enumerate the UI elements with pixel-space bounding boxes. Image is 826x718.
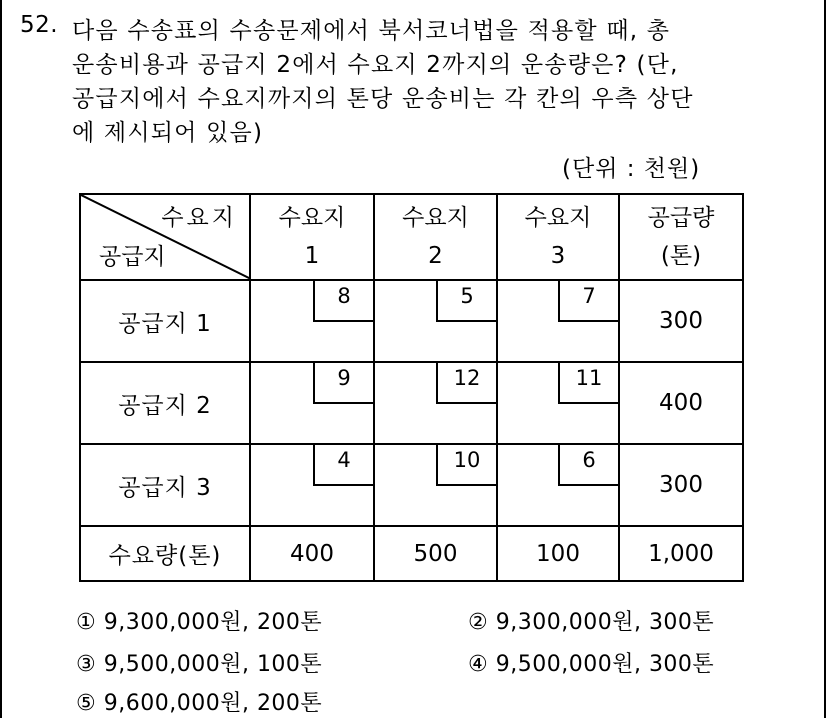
- option-marker: ⑤: [76, 691, 97, 716]
- table-row-supply-1: [80, 280, 743, 362]
- option-text: 9,600,000원, 200톤: [103, 691, 323, 716]
- question-line-3: 공급지에서 수요지까지의 톤당 운송비는 각 칸의 우측 상단: [72, 86, 694, 112]
- row-label: 공급지 1: [80, 280, 250, 362]
- question-line-2: 운송비용과 공급지 2에서 수요지 2까지의 운송량은? (단,: [72, 52, 679, 78]
- option-marker: ④: [468, 652, 489, 677]
- column-header-line2: (톤): [660, 243, 702, 269]
- answer-option-2[interactable]: [468, 605, 714, 636]
- unit-cost-box: 10: [436, 445, 496, 486]
- transport-table: [79, 193, 744, 582]
- total-value: 1,000: [619, 526, 743, 581]
- cost-cell: [250, 280, 374, 362]
- table-row-demand: [80, 526, 743, 581]
- question-line-1: 다음 수송표의 수송문제에서 북서코너법을 적용할 때, 총: [72, 18, 671, 44]
- cost-cell: [374, 280, 497, 362]
- column-header-demand-3: [497, 194, 619, 280]
- column-header-line2: 1: [304, 243, 320, 269]
- column-header-line1: 수요지: [524, 205, 592, 231]
- header-row: [80, 194, 743, 280]
- option-marker: ②: [468, 610, 489, 635]
- unit-label: (단위 : 천원): [562, 156, 701, 182]
- cost-cell: [497, 362, 619, 444]
- answer-option-3[interactable]: [76, 647, 322, 678]
- cost-cell: [250, 362, 374, 444]
- row-label: 공급지 2: [80, 362, 250, 444]
- cost-cell: [374, 362, 497, 444]
- option-marker: ③: [76, 652, 97, 677]
- answer-option-4[interactable]: [468, 647, 714, 678]
- unit-cost-box: 11: [558, 363, 618, 404]
- answer-option-1[interactable]: [76, 605, 322, 636]
- column-header-line1: 수요지: [278, 205, 346, 231]
- supply-value: 300: [619, 280, 743, 362]
- cost-cell: [497, 444, 619, 526]
- cost-cell: [250, 444, 374, 526]
- corner-demand-label: 수요지: [161, 205, 237, 231]
- row-label: 공급지 3: [80, 444, 250, 526]
- column-header-line2: 2: [428, 243, 443, 269]
- cost-cell: [374, 444, 497, 526]
- cost-cell: [497, 280, 619, 362]
- demand-value: 100: [497, 526, 619, 581]
- column-header-line1: 수요지: [402, 205, 469, 231]
- corner-supply-label: 공급지: [99, 244, 166, 270]
- table-row-supply-3: [80, 444, 743, 526]
- column-header-line2: 3: [550, 243, 566, 269]
- column-header-line1: 공급량: [647, 205, 715, 231]
- option-text: 9,300,000원, 200톤: [103, 610, 323, 635]
- table-row-supply-2: [80, 362, 743, 444]
- option-text: 9,500,000원, 100톤: [103, 652, 323, 677]
- demand-row-label: 수요량(톤): [80, 526, 250, 581]
- column-header-supply: [619, 194, 743, 280]
- supply-value: 300: [619, 444, 743, 526]
- unit-cost-box: 5: [436, 281, 496, 322]
- option-text: 9,500,000원, 300톤: [495, 652, 715, 677]
- demand-value: 500: [374, 526, 497, 581]
- unit-cost-box: 12: [436, 363, 496, 404]
- demand-value: 400: [250, 526, 374, 581]
- supply-value: 400: [619, 362, 743, 444]
- question-line-4: 에 제시되어 있음): [72, 120, 264, 146]
- corner-cell: [80, 194, 250, 280]
- answer-option-5[interactable]: [76, 686, 322, 717]
- option-marker: ①: [76, 610, 97, 635]
- unit-cost-box: 4: [313, 445, 373, 486]
- unit-cost-box: 9: [313, 363, 373, 404]
- unit-cost-box: 7: [558, 281, 618, 322]
- column-header-demand-1: [250, 194, 374, 280]
- question-number: 52.: [20, 12, 59, 38]
- unit-cost-box: 8: [313, 281, 373, 322]
- unit-cost-box: 6: [558, 445, 618, 486]
- option-text: 9,300,000원, 300톤: [495, 610, 715, 635]
- column-header-demand-2: [374, 194, 497, 280]
